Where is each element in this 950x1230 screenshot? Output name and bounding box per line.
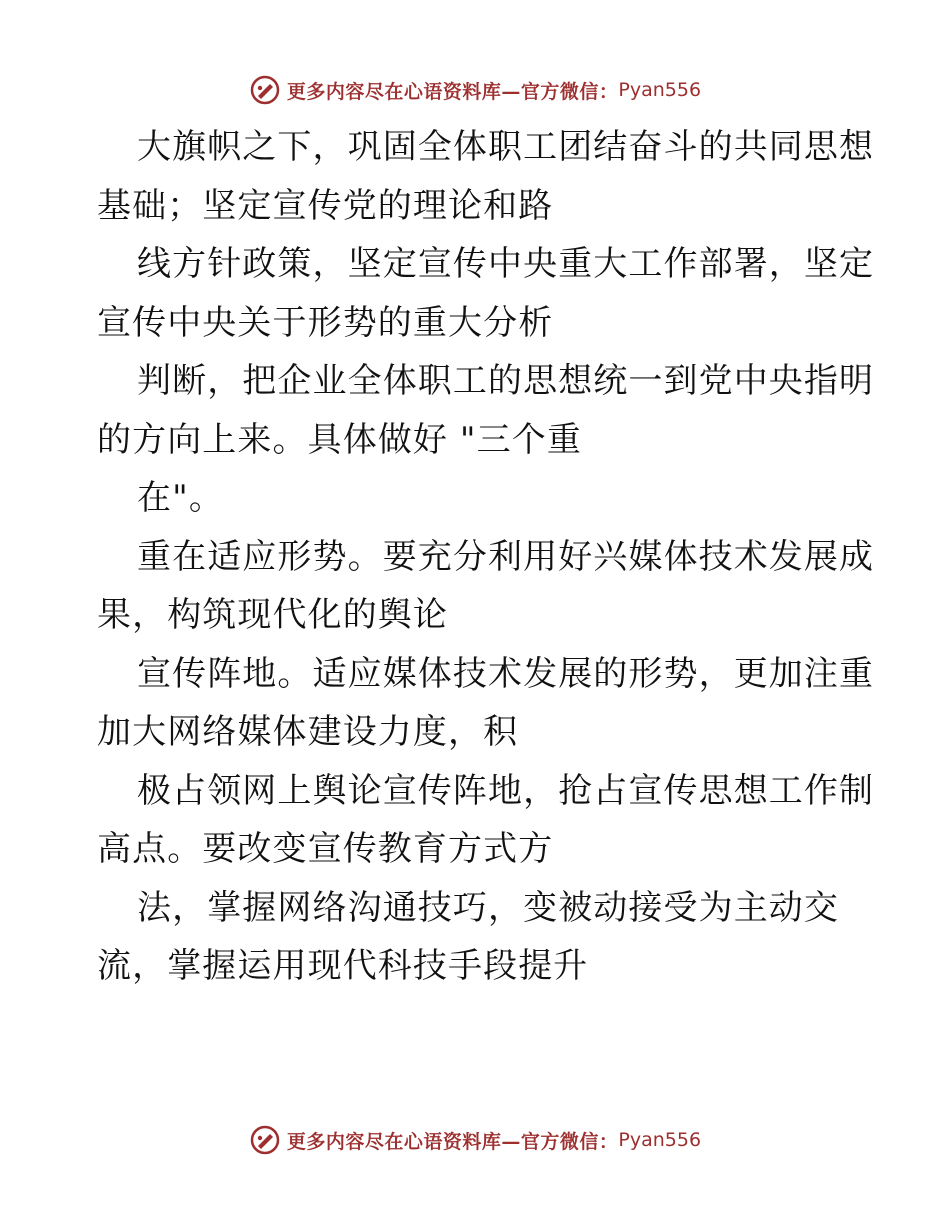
text-line: 线方针政策，坚定宣传中央重大工作部署，坚定 xyxy=(137,244,875,284)
text-line: 极占领网上舆论宣传阵地，抢占宣传思想工作制 xyxy=(137,770,875,811)
text-line: 的方向上来。具体做好 "三个重 xyxy=(97,419,582,460)
text-line: 重在适应形势。要充分利用好兴媒体技术发展成 xyxy=(137,536,875,577)
watermark-code: Pyan556 xyxy=(618,1129,702,1151)
text-line: 高点。要改变宣传教育方式方 xyxy=(97,829,554,869)
header-watermark xyxy=(0,70,950,110)
seal-pen-icon xyxy=(249,74,281,106)
text-line: 法，掌握网络沟通技巧，变被动接受为主动交 xyxy=(137,887,839,928)
watermark-text: 更多内容尽在心语资料库—官方微信： xyxy=(286,1130,619,1153)
footer-watermark xyxy=(0,1120,950,1160)
text-line: 基础；坚定宣传党的理论和路 xyxy=(97,185,554,226)
text-line: 宣传中央关于形势的重大分析 xyxy=(97,302,554,343)
text-line: 宣传阵地。适应媒体技术发展的形势，更加注重 xyxy=(137,653,875,694)
text-line: 在"。 xyxy=(137,478,224,518)
text-line: 大旗帜之下，巩固全体职工团结奋斗的共同思想 xyxy=(137,127,875,167)
watermark-text: 更多内容尽在心语资料库—官方微信： xyxy=(286,80,619,103)
document-body xyxy=(97,118,875,996)
text-line: 判断，把企业全体职工的思想统一到党中央指明 xyxy=(137,361,875,401)
watermark-code: Pyan556 xyxy=(618,79,702,101)
text-line: 加大网络媒体建设力度，积 xyxy=(97,712,519,752)
seal-pen-icon xyxy=(249,1124,281,1156)
text-line: 流，掌握运用现代科技手段提升 xyxy=(97,946,589,986)
text-line: 果，构筑现代化的舆论 xyxy=(97,595,448,635)
